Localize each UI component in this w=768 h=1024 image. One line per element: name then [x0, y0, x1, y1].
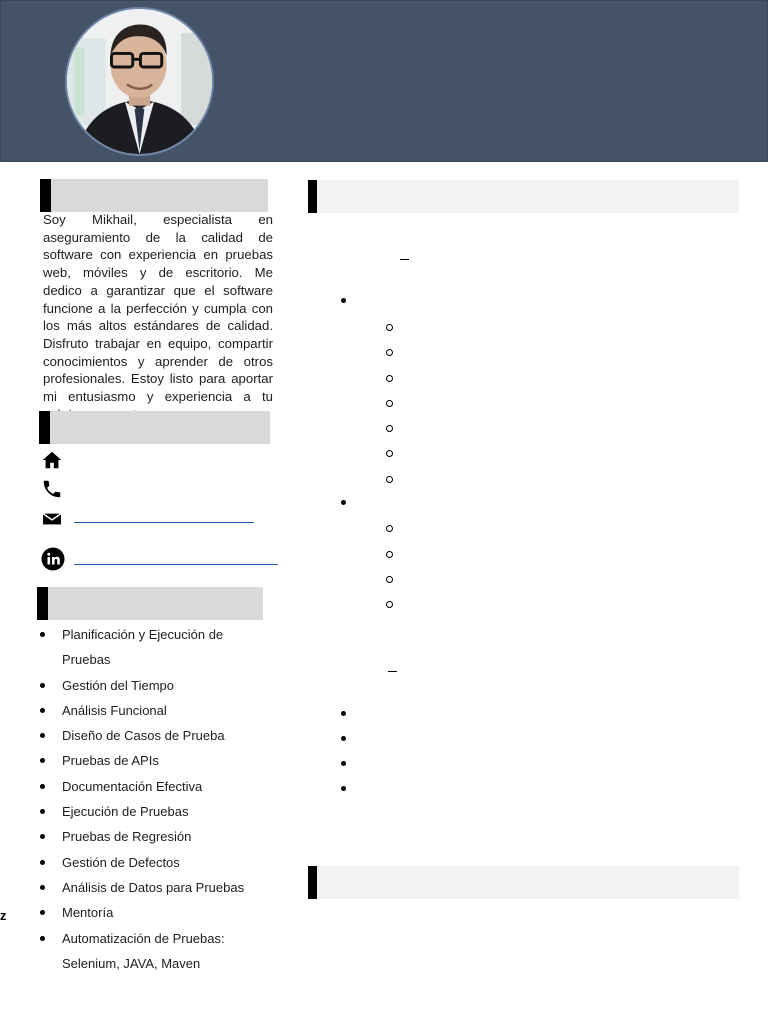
side-fragment-text: z [0, 908, 7, 923]
skill-item: Análisis de Datos para Pruebas [40, 875, 270, 900]
skill-item: Diseño de Casos de Prueba [40, 723, 270, 748]
skill-item: Gestión de Defectos [40, 850, 270, 875]
profile-photo [65, 7, 214, 156]
sub-bullet [386, 551, 393, 558]
education-heading [308, 866, 739, 899]
contact-heading [39, 411, 270, 444]
phone-icon [41, 478, 63, 500]
skill-item: Pruebas de APIs [40, 748, 270, 773]
bullet [341, 761, 346, 766]
sub-bullet [386, 476, 393, 483]
sub-bullet [386, 400, 393, 407]
bullet [341, 500, 346, 505]
sub-bullet [386, 375, 393, 382]
heading-accent-bar [308, 866, 317, 899]
skills-list [40, 622, 270, 976]
skill-item: Mentoría [40, 900, 270, 925]
job-separator-dash [400, 259, 409, 260]
experience-heading [308, 180, 739, 213]
bullet [341, 786, 346, 791]
skill-item: Pruebas de Regresión [40, 824, 270, 849]
skills-heading [37, 587, 263, 620]
skill-item: Análisis Funcional [40, 698, 270, 723]
linkedin-icon[interactable] [41, 547, 65, 571]
sub-bullet [386, 450, 393, 457]
profile-photo-image [67, 9, 212, 154]
bullet [341, 711, 346, 716]
mail-icon [41, 510, 63, 528]
skill-item: Gestión del Tiempo [40, 673, 270, 698]
sub-bullet [386, 324, 393, 331]
heading-accent-bar [40, 179, 51, 212]
about-heading [40, 179, 268, 212]
heading-accent-bar [39, 411, 50, 444]
sub-bullet [386, 576, 393, 583]
email-link-underline[interactable] [74, 522, 254, 523]
bullet [341, 298, 346, 303]
skill-item: Automatización de Pruebas: Selenium, JAVA, Maven [40, 926, 242, 977]
heading-accent-bar [37, 587, 48, 620]
heading-accent-bar [308, 180, 317, 213]
skill-item: Documentación Efectiva [40, 774, 270, 799]
about-paragraph: Soy Mikhail, especialista en aseguramiento de la calidad de software con experiencia en pruebas web, móviles y de escritorio. Me dedico a garantizar que el software funcione a la perfección y cumpla con los más altos estándares de calidad. Disfruto trabajar en equipo, compartir conocimientos y aprender de otros profesionales. Estoy listo para aportar mi entusiasmo y experiencia a tu [43, 212, 273, 405]
header-banner [0, 0, 768, 162]
job-separator-dash [388, 671, 397, 672]
sub-bullet [386, 525, 393, 532]
sub-bullet [386, 425, 393, 432]
sub-bullet [386, 349, 393, 356]
skill-item: Planificación y Ejecución de Pruebas [40, 622, 232, 673]
sub-bullet [386, 601, 393, 608]
linkedin-link-underline[interactable] [74, 564, 278, 565]
home-icon [41, 449, 63, 471]
bullet [341, 736, 346, 741]
skill-item: Ejecución de Pruebas [40, 799, 270, 824]
